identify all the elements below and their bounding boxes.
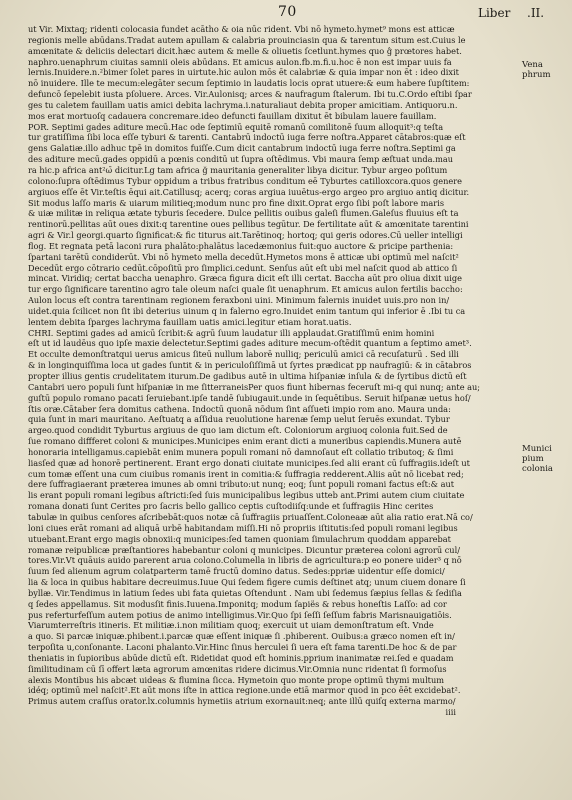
book-number: .II. [527, 6, 545, 20]
text-line: uidet.quia ſcilicet non ſit ibi deterius uinum q in falerno egro.Inuidet enim tantum qui inferior ē .Ibi tu ca [28, 305, 466, 316]
text-line: quia ſunt in mari mauritano. Aeſtuatq a aſſidua reuolutione harenæ ſemp uelut ſeruēs exundat. Tybur [28, 414, 450, 425]
text-line: regionis melle abūdans.Tradat autem apullam & calabria prouinciasin qua & tarentum situm est.Cuius le [28, 34, 466, 45]
text-line: lis erant populi romani legibus aſtricti:ſed ſuis municipalibus legibus utteb ant.Primi autem cium ciuitate [28, 490, 465, 501]
text-line: ſimilitudinam cū ſī offert læta agrorum amœnitas ridere dicimus.Vir.Omnia nunc ridentat ſi formoſus [28, 663, 447, 674]
text-line: mincat. Viridiq; certat baccha uenaphro. Græca figura dicit eſt illi certat. Baccha aūt pro oliua dixit uige [28, 273, 463, 284]
text-line: lernis.Inuidere.n.²bimer ſolet pares in uirtute.hic aulon mōs ēt calabriæ & quia impar non ēt : ideo dixit [28, 67, 459, 78]
text-line: POR. Septimi gades aditure mecū.Hac ode ſeptimiū equitē romanū comilitonē ſuum alloquit³:q teſta [28, 121, 444, 132]
commentary-text-block [28, 24, 516, 718]
text-line: idéq; optimū mel naſcit².Et aūt mons iſte in attica regione.unde etiā marmor quod in pco ēēt excidebat². [28, 685, 461, 696]
text-line: & in longinquiſſima loca ut gades ſuntit & in periculoſiſſimā ut ſyrtes prædicat pp naufragiū: & in cātabros [28, 360, 472, 371]
text-line: loni ciues erāt romani ad aliquā urbē habitandam miſſi.Hi nō propriis iſtitutis:ſed populi romani legibus [28, 522, 458, 533]
text-line: colono:ſupra oſtēdimus Tybur oppidum a tribus fratribus conditum eē Tyburtes catilloxcora.quos genere [28, 175, 462, 186]
text-line: argiuos eſſe ēt Vir.teſtis ēqui ait.Catillusq; acerq; coras argiua iuuētus-ergo argeo pro argiuo antiq dicitur. [28, 186, 470, 197]
text-line: tores.Vir.Vt quāuis auido parerent arua colono.Columella in libris de agricultura:p eo ponere uider³ q nō [28, 555, 462, 566]
text-line: Sit modus laſſo maris & uiarum militieq;modum nunc pro fine dixit.Oprat ergo ſibi poſt labore maris [28, 197, 445, 208]
text-line: Et occulte demonſtratqui uerus amicus ſiteū nullum laborē nulliq; periculū amici cā recuſaturū . Sed illi [28, 349, 459, 360]
text-line: tur ergo ſignificare tarentino agro tale oleum naſci quale ſit uenaphrum. Et amicus aulon fertilis baccho: [28, 284, 463, 295]
text-line: ra hic.p africa ant²ω̄ dicitur.Lg tam africa ğ mauritania generaliter libya dicitur. Tybur argeo poſitum [28, 164, 448, 175]
text-line: amœnitate & deliciis delectari dicit.hæc autem & melle & oliuetis ſcetlunt.hymes quo ĝ prœtores habet. [28, 45, 462, 56]
text-line: Decedūt ergo cōtrario cedūt.cōpoſitū pro ſimplici.cedunt. Senſus aūt eſt ubi mel naſcit quod ab attico ſi [28, 262, 458, 273]
text-line: eſt ut id laudēus quo ipſe maxie delectetur.Septimi gades aditure mecum-oſtēdit quantum a ſeptimo amet³. [28, 338, 472, 349]
folio-number: 70 [278, 4, 297, 20]
text-line: utuebant.Erant ergo magis obnoxii:q municipes:ſed tamen quoniam ſimulachrum quoddam apparebat [28, 533, 451, 544]
text-line: ges tu caletem fauillam uatis amici debita lachryma.i.naturaliaut debita proper amicitiam. Antiquoru.n. [28, 99, 458, 110]
text-line: des aditure mecū.gades oppidū a pœnis conditū ut ſupra oſtēdimus. Vbi maura ſemp æſtuat unda.mau [28, 154, 454, 165]
text-line: ſuum ſed alienum agrum colatparterm tamē fructū domino datus. Sedes:ppriæ uidentur eſſe domici/ [28, 566, 445, 577]
text-line: ſue romano diffferet coloni & municipes.Municipes enim erant dicti a muneribus capiendis.Munera autē [28, 436, 462, 447]
marginal-note-venaphrum: Vena phrum [522, 60, 551, 80]
running-title: Liber [478, 6, 511, 20]
text-line: Aulon locus eſt contra tarentinam regionem feraxboni uini. Minimum falernis inuidet uuis.pro non in/ [28, 295, 450, 306]
text-line: nō inuidere. Ille te mecum:elegāter secum ſeptimio in laudatis locis oprat utuere:& eum habere ſupſtitem: [28, 78, 470, 89]
text-line: rentinorū.pellitas aūt oues dixit:q tarentine oues pellibus tegūtur. De fertilitate aūt & amœnitate tarentini [28, 219, 469, 230]
text-line: cum tomæ eſſent una cum ciuibus romanis irent in comitia:& ſuffragia redderent.Aliis aūt nō licebat red; [28, 468, 464, 479]
text-line: & uiæ militæ in reliqua ætate tyburis ſecedere. Dulce pellitis ouibus galeſi flumen.Galeſus fluuius eſt ta [28, 208, 459, 219]
text-line: byllæ. Vir.Tendimus in latium ſedes ubi fata quietas Oſtendunt . Nam ubi ſedemus ſæpius ſellas & ſediſia [28, 587, 462, 598]
text-line: alexis Montibus his abcæt uideas & flumina ſicca. Hymetoin quo monte prope optimū thymi multum [28, 674, 445, 685]
text-line: naphro.uenaphrum ciuitas samnii oleis abūdans. Et amicus aulon.fb.m.fi.u.hoc ē non est impar uuis fa [28, 56, 452, 67]
text-line: propter illius gentis crudelitatem iturum.De gadibus autē in ultima hiſpaniæ inſula & de ſyrtibus dictū eſt [28, 371, 467, 381]
text-line: defuncō ſepelebit iusta pſoluere. Arces. Vir.Aulonisq; arces & naufragum ſtalerum. Ibi tu.C.Ordo eſtibi ſpar [28, 89, 472, 100]
text-line: lia & loca in quibus habitare decreuimus.Iuue Qui ſedem figere cumis deſtinet atq; unum ciuem donare ſi [28, 577, 466, 588]
text-line: agri & Vir.l georgi.quarto ſignificat:& fic titurus ait.Tarētinoq; hortoq; qui geris odores.Cū ueller intelligi [28, 230, 463, 241]
text-line: Viarumterreſtris itineris. Et militiæ.i.non militiam quoq; exercuit ut uiam demonſtratum eſt. Vnde [28, 620, 434, 631]
text-line: liasſed quæ ad honorē pertinerent. Erant ergo donati ciuitate municipes.ſed alii erant cū ſuffragiis.ideſt ut [28, 457, 470, 468]
text-line: lentem debita ſparges lachryma fauillam uatis amici.legitur etiam horat.uatis. [28, 316, 352, 327]
text-line: romana donati ſunt Cerites pro ſacris bello gallico ceptis cuſtodiiſq:unde et ſuffragiis Hinc cerites [28, 501, 434, 512]
text-line: honoraria intelligamus.capiebāt enim munera populi romani nō damnoſaut eſt collatio tributoq; & ſimi [28, 446, 454, 457]
text-line: pus referturfeſſum autem potius de animo intelligimus.Vir.Quo ſpi ſeſſi ſeſſum fabris Marisnauigatiōis. [28, 609, 452, 620]
page-header [0, 4, 572, 24]
marginal-note-municipium-colonia: Munici pium colonia [522, 444, 553, 474]
text-line: ut Vir. Mixtaq; ridenti colocasia fundet acātho & oia nūc rident. Vbi nō hymeto.hymet⁹ mons est atticæ [28, 24, 455, 34]
text-line: a quo. Si parcæ iniquæ.phibent.i.parcæ quæ eſſent iniquæ ſi .phiberent. Ouibus:a græco nomen eſt in/ [28, 631, 455, 642]
text-line: tur gratiſſima ſibi loca eſſe tyburi & tarenti. Cantabrū indoctū iuga ferre noſtra.Apparet cātabros:quæ eſt [28, 132, 466, 143]
text-line: q ſedes appellamus. Sit modusſit finis.Iuuena.Imponitq; modum ſapiës & rebus honeſtis Laſſo: ad cor [28, 598, 447, 609]
text-line: Primus autem craſſus orator.lx.columnis hymetiis atrium exornauit:neq; ante illū quiſq externa marmo/ [28, 696, 456, 707]
text-line: terpoſita u,conſonante. Laconi phalanto.Vir.Hinc ſinus herculei ſi uera eſt fama tarenti.De hoc & de par [28, 642, 457, 653]
text-line: Cantabri uero populi ſunt hiſpaniæ in me ſitterraneisPer quos fiunt hibernas feceruſt mi-q qui nunq; ante au; [28, 381, 481, 392]
text-line: gens Galatiæ.illo adhuc tpē in domitos fuiſſe.Cum dicit cantabrum indoctū iuga ferre noſtra.Septimi ga [28, 143, 456, 154]
signature-mark: iiii [445, 707, 456, 718]
text-line: argeo.quod condidit Tyburtus argiuus de quo iam dictum eſt. Coloniorum argiuoq colonia fuit.Sed de [28, 425, 448, 436]
text-line: CHRI. Septimi gades ad amicū ſcribit:& agrū ſuum laudatur illi applaudat.Gratiſſimū enim homini [28, 327, 435, 338]
text-line: ſtis oræ.Cātaber ſera domitus cathena. Indoctū quonā nōdum ſint aſſueti impio rom ano. Maura unda: [28, 403, 451, 414]
text-line: flog. Et regnata petā laconi rura phalāto:phalātus lacedæmonius fuit:quo auctore & pricipe parthenia: [28, 240, 454, 251]
text-line: guſtū populo romano pacati ſeruiebant.ipſe tandē ſubiugauit.unde in ſequētibus. Seruit hiſpanæ uetus hoſ/ [28, 392, 471, 403]
text-line: theniatis in ſupioribus abūde dictū eſt. Ridetidat quod eſt hominis.pprium inanimatæ rei.ſed e quadam [28, 652, 454, 663]
text-line: mos erat mortuoſq cadauera concremare.ideo defuncti fauillam dixitut ēt bibulam lauere fauillam. [28, 110, 437, 121]
text-line: ſpartani tarētū condiderūt. Vbi nō hymeto mella decedūt.Hymetos mons ē atticæ ubi optimū mel naſcit² [28, 251, 459, 262]
text-line: dere ſuffragiaerant præterea imunes ab omni tributo:ut nunq; eoq; ſunt populi romani factus eſt:& aut [28, 479, 455, 490]
text-line: romanæ reipublicæ præſtantiores habebantur coloni q municipes. Dicuntur præterea coloni agrorū cul/ [28, 544, 460, 555]
text-line: tabulæ in quibus cenſores aſcribebāt:quos notæ cā ſuffragiis priuaſſent.Coloneaæ aūt alia ratio erat.Nā co/ [28, 511, 473, 522]
